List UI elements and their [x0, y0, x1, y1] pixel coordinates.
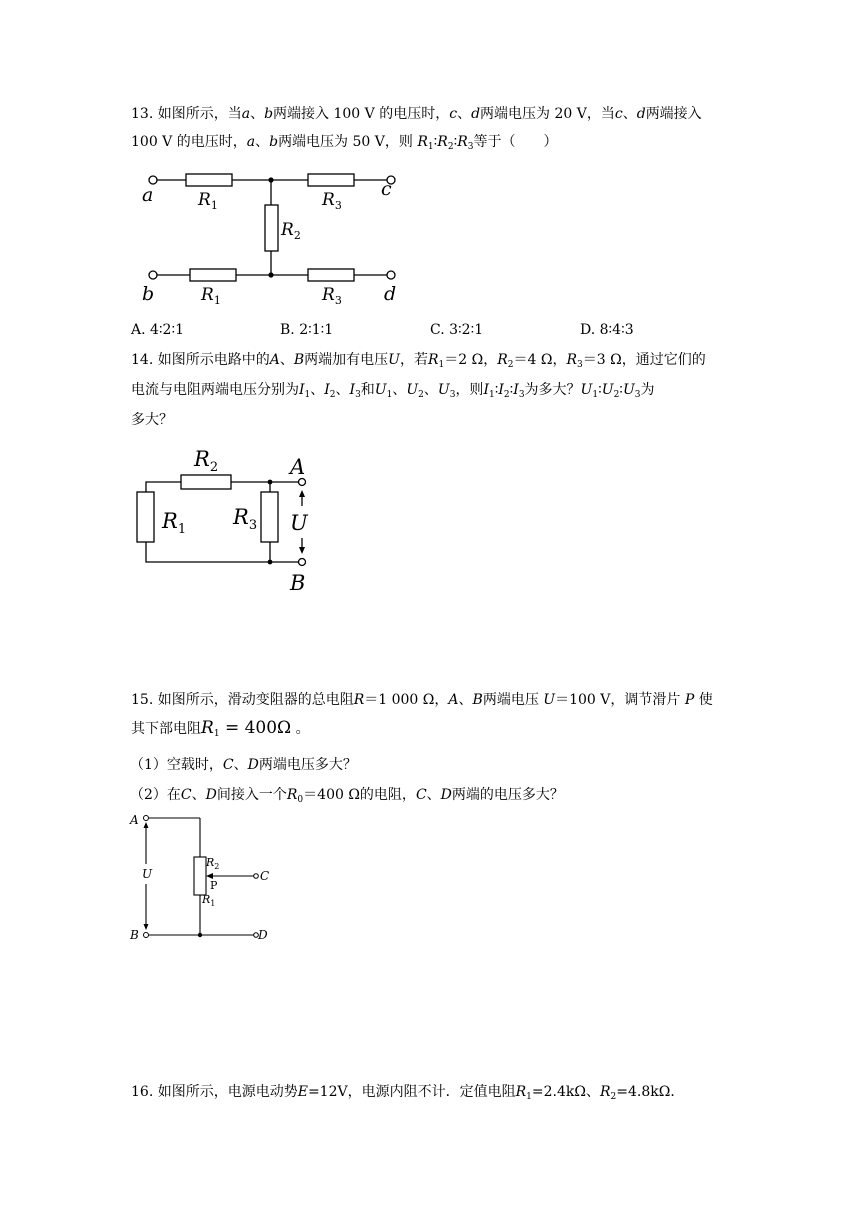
terminal-c: [254, 874, 259, 879]
terminal-b: [144, 933, 149, 938]
label-r3-top: $R_3$: [322, 190, 342, 212]
label-b: B: [130, 928, 139, 942]
q13-line-1: 13. 如图所示，当a、b两端接入 100 V 的电压时，c、d两端电压为 20 V，当c、d两端接入: [131, 106, 702, 122]
q13-option-c: C. 3∶2∶1: [430, 322, 484, 338]
label-d: D: [258, 928, 268, 942]
terminal-a: [149, 176, 157, 184]
label-r1-bottom: $R_1$: [201, 285, 221, 307]
label-r3: $R_3$: [233, 505, 258, 533]
rheostat: [194, 857, 206, 895]
q14-line-3: 多大？: [131, 412, 173, 428]
label-r1-top: $R_1$: [198, 190, 218, 212]
label-r2: $R_2$: [281, 220, 301, 242]
label-u: U: [290, 511, 308, 535]
q13-line-2: 100 V 的电压时，a、b两端电压为 50 V，则 $R_1∶R_2∶R_3$等于（ ）: [131, 134, 558, 152]
q15-line-2: 其下部电阻$R_1 = 400\Omega$ 。: [131, 718, 310, 739]
label-a: A: [290, 455, 306, 479]
q16-line-1: 16. 如图所示，电源电动势E=12V，电源内阻不计．定值电阻$R_1=2.4k\Omega$、$R_2=4.8k\Omega$．: [131, 1084, 685, 1102]
q13-option-a: A. 4∶2∶1: [131, 322, 185, 338]
junction-dot-bottom: [268, 560, 273, 565]
resistor-r1: [137, 492, 154, 542]
arrow-up-icon: [144, 822, 149, 828]
label-r3-bottom: $R_3$: [322, 285, 342, 307]
junction-dot-bottom: [268, 272, 273, 277]
label-b: B: [290, 571, 306, 595]
terminal-b: [149, 271, 157, 279]
q15-line-3: （1）空载时，C、D两端电压多大？: [130, 757, 357, 773]
label-d: d: [384, 283, 397, 305]
q13-option-b: B. 2∶1∶1: [280, 322, 334, 338]
label-r1: $R_1$: [162, 509, 187, 537]
label-r2: $R_2$: [206, 856, 220, 871]
arrow-down-icon: [299, 547, 305, 554]
q15-line-1: 15. 如图所示，滑动变阻器的总电阻R＝1 000 Ω，A、B两端电压 U＝100 V，调节滑片 P 使: [131, 692, 713, 708]
arrow-down-icon: [144, 924, 149, 930]
arrow-up-icon: [299, 490, 305, 497]
terminal-b: [299, 559, 306, 566]
junction-dot-top: [268, 177, 273, 182]
label-c: c: [381, 178, 392, 200]
q14-line-1: 14. 如图所示电路中的A、B两端加有电压U，若$R_1=2$ Ω，$R_2=4$ Ω，$R_3=3$ Ω，通过它们的: [131, 352, 706, 370]
junction-dot: [198, 933, 202, 937]
q15-circuit-diagram: [128, 812, 278, 942]
label-r1: $R_1$: [202, 893, 216, 908]
terminal-d: [387, 271, 395, 279]
q14-circuit-diagram: [130, 440, 330, 600]
q13-option-d: D. 8∶4∶3: [580, 322, 634, 338]
q13-circuit-diagram: [130, 165, 420, 315]
q14-line-2: 电流与电阻两端电压分别为$I_1$、$I_2$、$I_3$和$U_1$、$U_2$、$U_3$，则$I_1∶I_2∶I_3$为多大？$U_1∶U_2∶U_3$为: [131, 382, 655, 400]
resistor-r2: [265, 205, 278, 251]
resistor-r3: [261, 492, 278, 542]
resistor-r2: [181, 475, 231, 489]
terminal-a: [144, 816, 149, 821]
label-b: b: [142, 283, 155, 305]
label-u: U: [142, 867, 153, 881]
resistor-r1-bottom: [190, 269, 236, 281]
label-a: a: [142, 184, 154, 206]
resistor-r1-top: [186, 174, 232, 186]
label-c: C: [260, 869, 270, 883]
label-r2: $R_2$: [194, 447, 219, 475]
label-p: P: [210, 879, 218, 892]
terminal-a: [299, 479, 306, 486]
resistor-r3-top: [308, 174, 354, 186]
resistor-r3-bottom: [308, 269, 354, 281]
q15-line-4: （2）在C、D间接入一个$R_0=400$ Ω的电阻，C、D两端的电压多大？: [130, 787, 564, 805]
junction-dot-top: [268, 480, 273, 485]
label-a: A: [130, 813, 139, 827]
